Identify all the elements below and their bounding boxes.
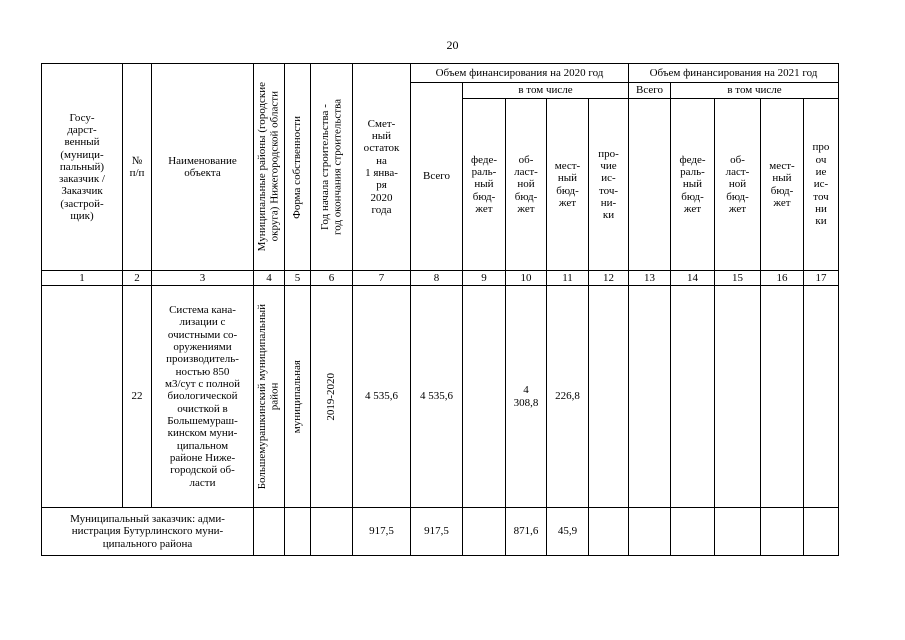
header-name: Наименование объекта	[152, 64, 254, 271]
row-regional-2021	[715, 286, 761, 508]
column-number: 14	[671, 271, 715, 286]
row-federal-2020	[463, 286, 506, 508]
header-customer: Госу- дарст- венный (муници- пальный) заказчик / Заказчик (застрой- щик)	[42, 64, 123, 271]
column-number: 15	[715, 271, 761, 286]
column-number: 3	[152, 271, 254, 286]
header-including-2021: в том числе	[671, 83, 839, 99]
column-number: 12	[589, 271, 629, 286]
row-num: 22	[123, 286, 152, 508]
summary-empty	[804, 508, 839, 556]
column-number: 6	[311, 271, 353, 286]
row-total-2021	[629, 286, 671, 508]
header-total-2020: Всего	[411, 83, 463, 271]
row-regional-2020: 4 308,8	[506, 286, 547, 508]
summary-label: Муниципальный заказчик: адми- нистрация Бутурлинского муни- ципального района	[42, 508, 254, 556]
table-row	[42, 286, 839, 508]
header-num: № п/п	[123, 64, 152, 271]
column-number: 4	[254, 271, 285, 286]
column-number: 2	[123, 271, 152, 286]
row-remaining: 4 535,6	[353, 286, 411, 508]
column-number: 11	[547, 271, 589, 286]
financing-table	[41, 63, 839, 556]
page-number: 20	[446, 38, 459, 52]
header-other-2020: про- чие ис- точ- ни- ки	[589, 99, 629, 271]
column-number: 13	[629, 271, 671, 286]
column-number: 7	[353, 271, 411, 286]
column-number: 9	[463, 271, 506, 286]
row-customer	[42, 286, 123, 508]
summary-total-2020: 917,5	[411, 508, 463, 556]
row-federal-2021	[671, 286, 715, 508]
row-total-2020: 4 535,6	[411, 286, 463, 508]
column-number: 17	[804, 271, 839, 286]
summary-empty	[463, 508, 506, 556]
header-federal-2020: феде- раль- ный бюд- жет	[463, 99, 506, 271]
header-fin-2020: Объем финансирования на 2020 год	[411, 64, 629, 83]
row-other-2020	[589, 286, 629, 508]
summary-empty	[285, 508, 311, 556]
summary-empty	[761, 508, 804, 556]
summary-empty	[671, 508, 715, 556]
header-fin-2021: Объем финансирования на 2021 год	[629, 64, 839, 83]
header-total-2021: Всего	[629, 83, 671, 99]
header-including-2020: в том числе	[463, 83, 629, 99]
column-number: 16	[761, 271, 804, 286]
column-number: 1	[42, 271, 123, 286]
header-districts: Муниципальные районы (городские округа) Нижегородской области	[254, 64, 285, 271]
row-local-2020: 226,8	[547, 286, 589, 508]
header-local-2020: мест- ный бюд- жет	[547, 99, 589, 271]
row-ownership: муниципальная	[285, 286, 311, 508]
header-remaining: Смет- ный остаток на 1 янва- ря 2020 года	[353, 64, 411, 271]
column-number: 5	[285, 271, 311, 286]
summary-row	[42, 508, 839, 556]
summary-empty	[715, 508, 761, 556]
header-regional-2020: об- ласт- ной бюд- жет	[506, 99, 547, 271]
summary-regional-2020: 871,6	[506, 508, 547, 556]
summary-remaining: 917,5	[353, 508, 411, 556]
summary-empty	[589, 508, 629, 556]
summary-empty	[629, 508, 671, 556]
column-number: 8	[411, 271, 463, 286]
row-other-2021	[804, 286, 839, 508]
summary-local-2020: 45,9	[547, 508, 589, 556]
row-object-name: Система кана- лизации с очистными со- оружениями производитель- ностью 850 м3/сут с полной биологической очисткой в Большемураш- кинском муни- ципальном районе Нижe- городской об- ласти	[152, 286, 254, 508]
header-other-2021: про оч ие ис- точ ни ки	[804, 99, 839, 271]
header-years: Год начала строительства - год окончания строительства	[311, 64, 353, 271]
column-number-row	[42, 271, 839, 286]
row-local-2021	[761, 286, 804, 508]
header-local-2021: мест- ный бюд- жет	[761, 99, 804, 271]
column-number: 10	[506, 271, 547, 286]
header-regional-2021: об- ласт- ной бюд- жет	[715, 99, 761, 271]
summary-empty	[254, 508, 285, 556]
header-ownership: Форма собственности	[285, 64, 311, 271]
summary-empty	[311, 508, 353, 556]
header-federal-2021: феде- раль- ный бюд- жет	[671, 99, 715, 271]
row-district: Большемурашкинский муниципальный район	[254, 286, 285, 508]
header-blank-2021	[629, 99, 671, 271]
row-years: 2019-2020	[311, 286, 353, 508]
